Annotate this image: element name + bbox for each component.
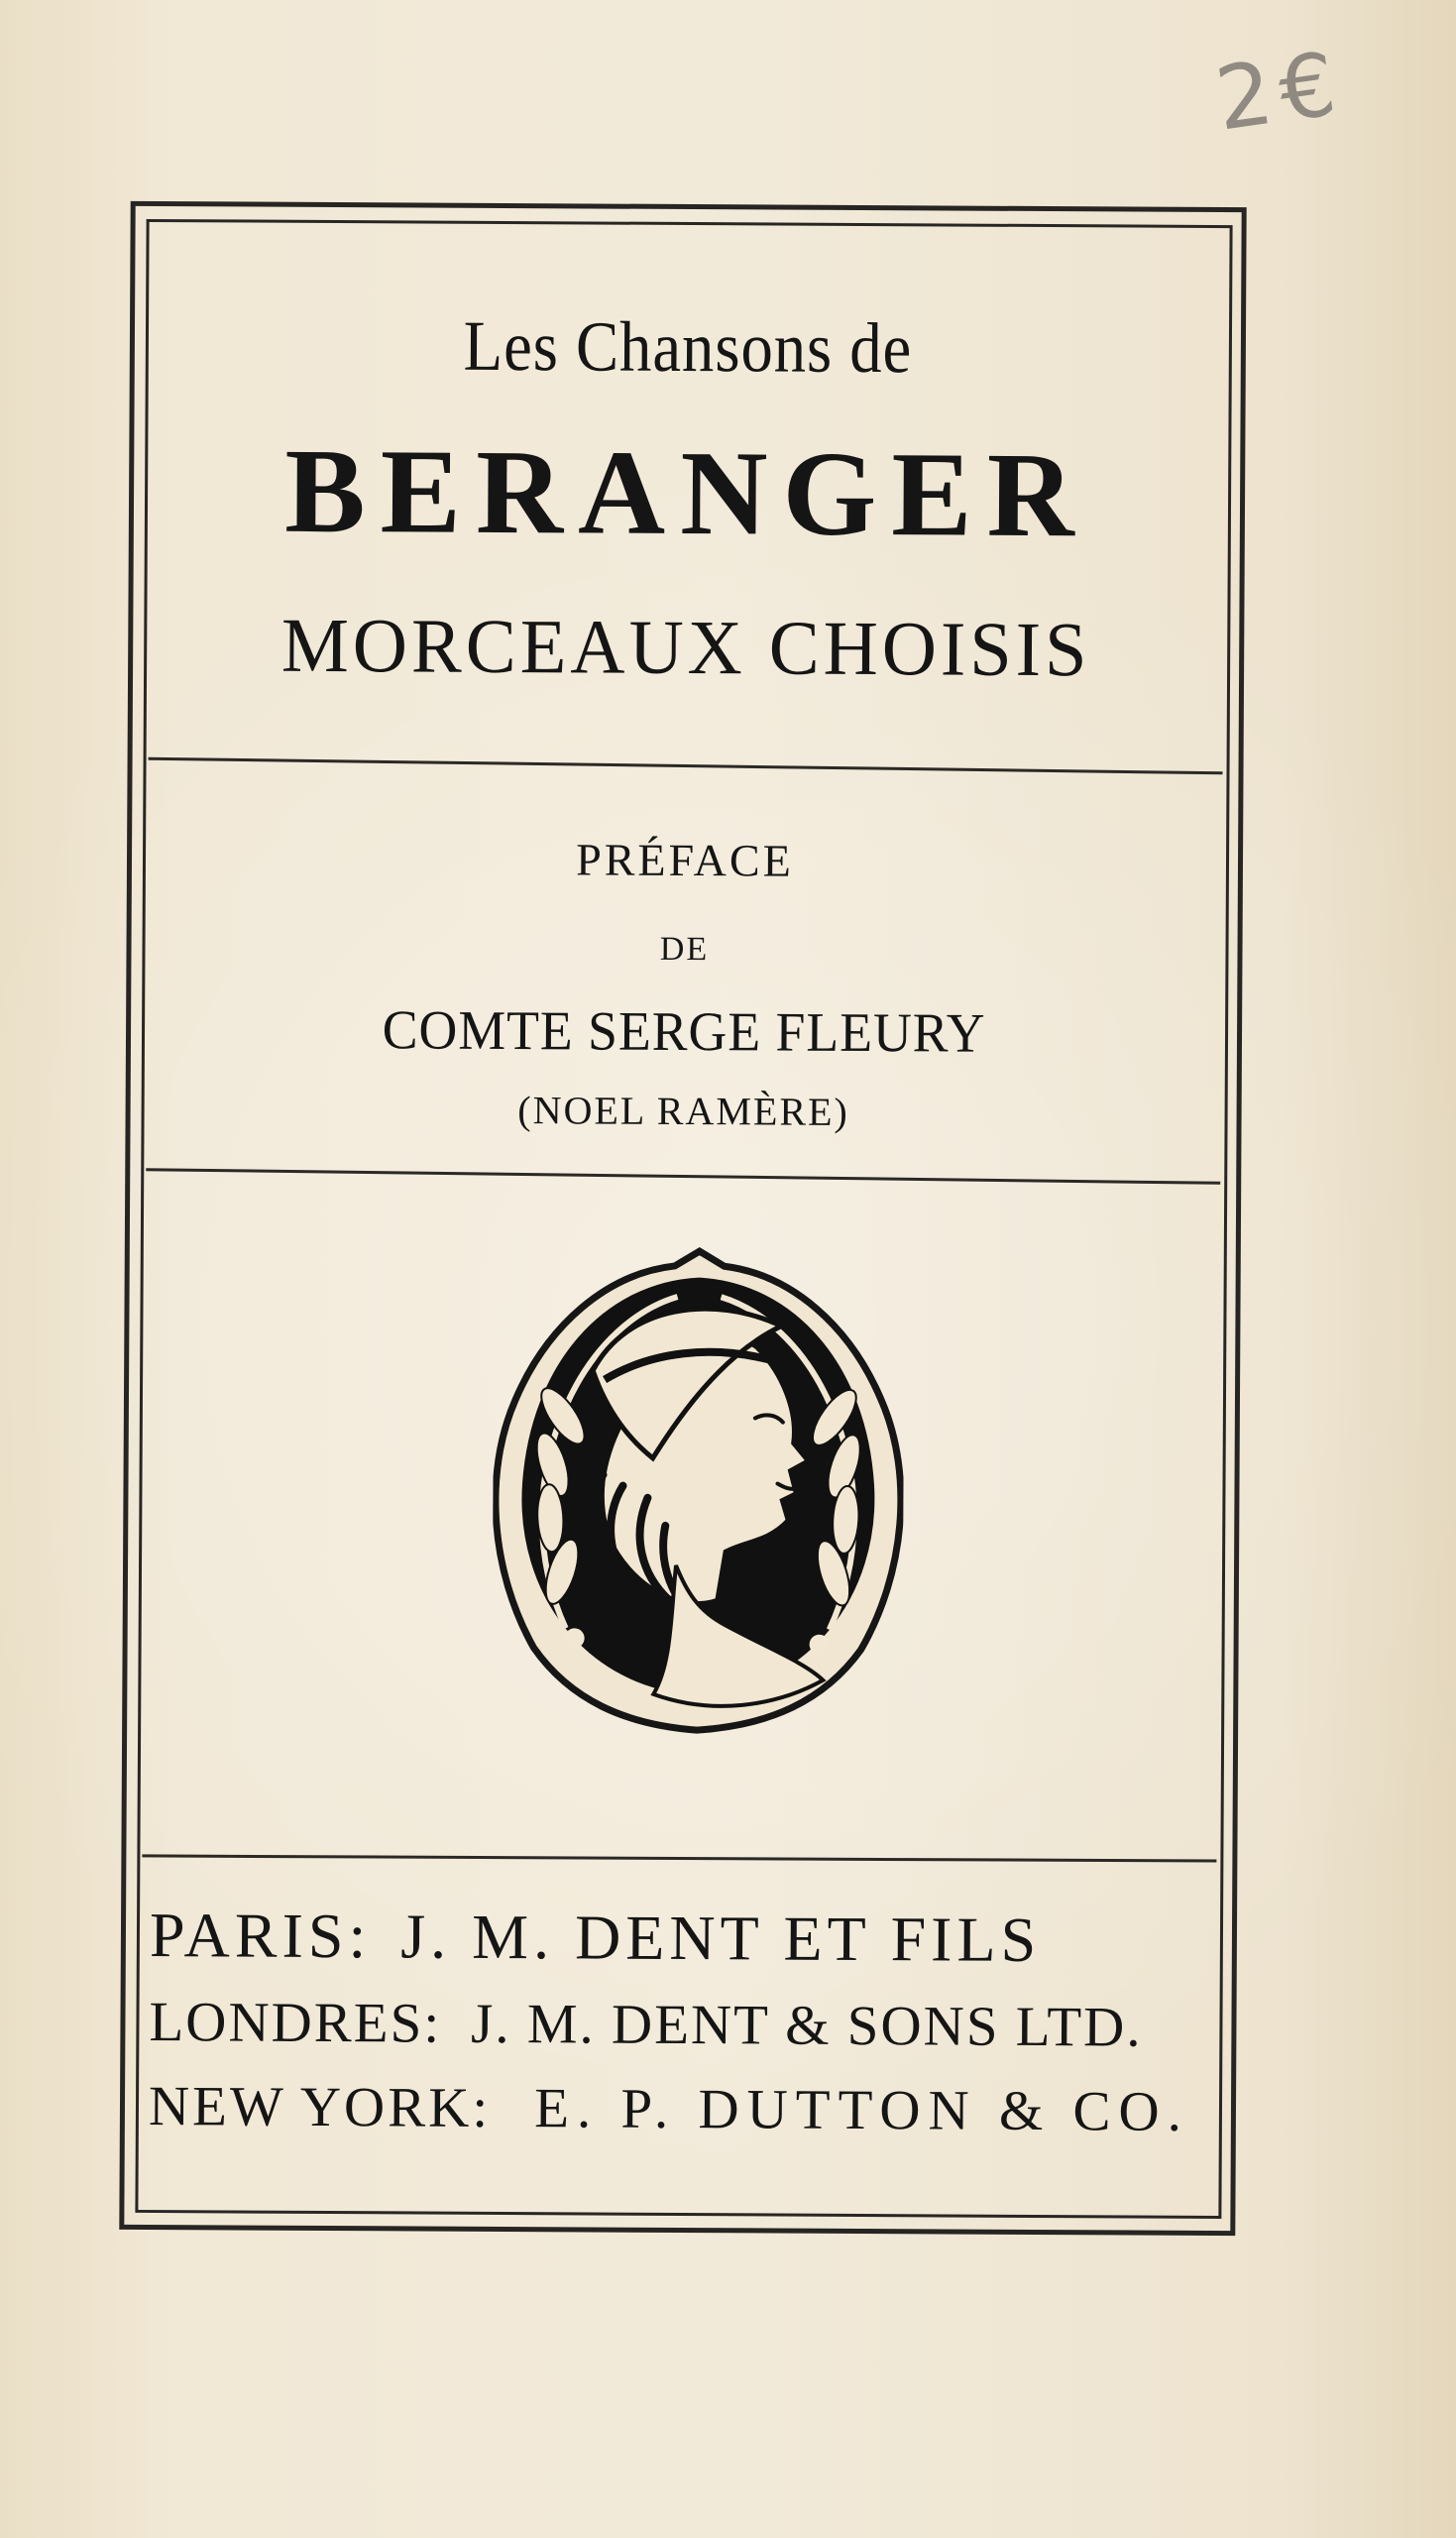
preface-label: PRÉFACE	[576, 834, 794, 886]
decorative-berry-right	[810, 1635, 830, 1655]
middle-divider	[146, 1168, 1220, 1185]
decorative-berry-left	[565, 1628, 585, 1648]
author-title: BERANGER	[283, 423, 1090, 563]
handwritten-price-mark: 2€	[1209, 31, 1350, 151]
preface-author: COMTE SERGE FLEURY	[382, 999, 986, 1065]
publisher-name-london: J. M. DENT & SONS LTD.	[470, 1992, 1143, 2059]
publisher-name-new-york: E. P. DUTTON & CO.	[534, 2077, 1190, 2143]
publisher-city-london: LONDRES:	[149, 1991, 442, 2055]
collection-title: MORCEAUX CHOISIS	[280, 601, 1091, 693]
subtitle-line: Les Chansons de	[463, 305, 913, 389]
decorative-border-frame	[119, 201, 1246, 2236]
preface-section	[130, 831, 1238, 1154]
author-pseudonym: (NOEL RAMÈRE)	[517, 1088, 849, 1134]
publisher-line-paris	[149, 1900, 1200, 1976]
publisher-name-paris: J. M. DENT ET FILS	[400, 1901, 1042, 1976]
publisher-city-new-york: NEW YORK:	[148, 2075, 492, 2139]
publisher-imprint	[148, 1900, 1201, 2197]
publisher-city-paris: PARIS:	[149, 1900, 372, 1972]
publisher-line-london	[149, 1991, 1199, 2059]
title-section	[133, 206, 1242, 772]
publisher-line-new-york	[148, 2075, 1199, 2143]
marianne-profile-icon	[492, 1241, 905, 1737]
bottom-divider	[142, 1854, 1216, 1862]
preface-connector: DE	[659, 930, 710, 969]
